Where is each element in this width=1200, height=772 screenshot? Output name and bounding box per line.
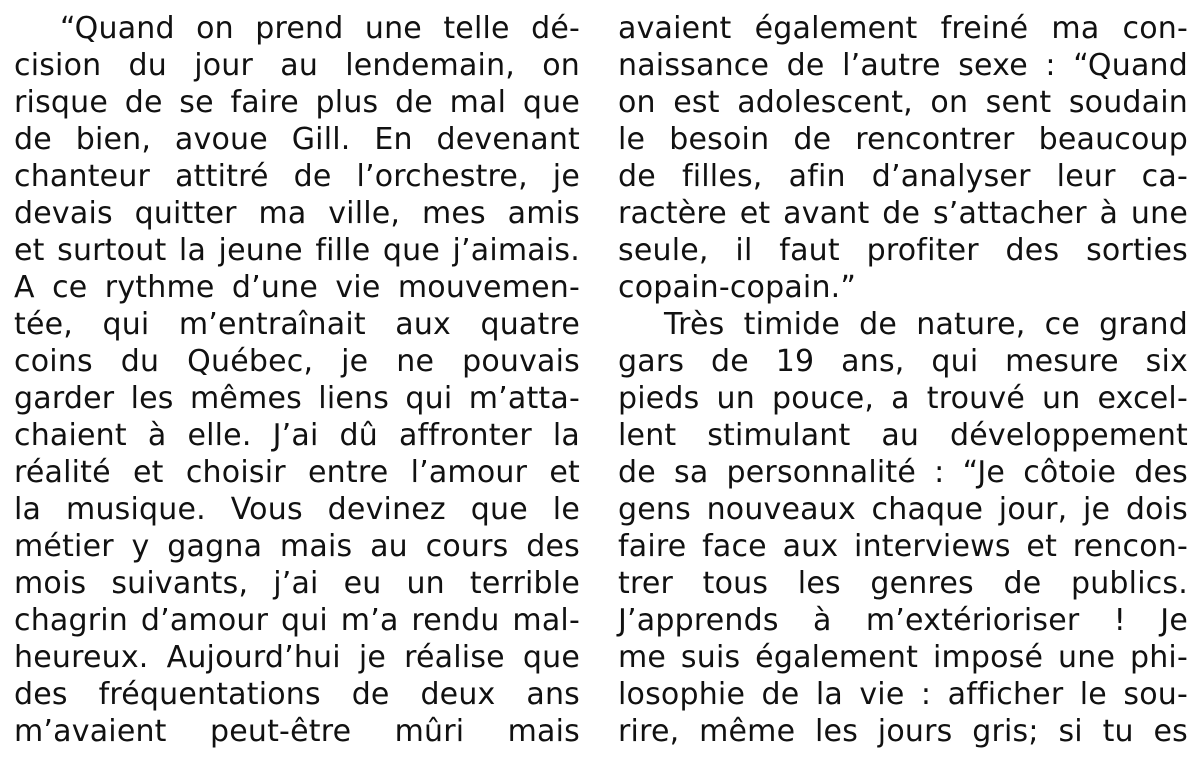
text-line: le besoin de rencontrer beaucoup [618,122,1188,157]
text-line: de sa personnalité : “Je côtoie des [618,455,1188,490]
text-line: cision du jour au lendemain, on [14,48,580,83]
text-line: faire face aux interviews et rencon- [618,529,1188,564]
text-line: tée, qui m’entraînait aux quatre [14,307,580,342]
text-line: copain-copain.” [618,270,857,305]
text-line: me suis également imposé une phi- [618,640,1188,675]
text-line: mois suivants, j’ai eu un terrible [14,566,580,601]
text-line: J’apprends à m’extérioriser ! Je [618,603,1188,638]
text-line: lent stimulant au développement [618,418,1188,453]
text-line: naissance de l’autre sexe : “Quand [618,48,1188,83]
text-line: A ce rythme d’une vie mouvemen- [14,270,580,305]
text-line: avaient également freiné ma con- [618,11,1188,46]
text-line: chaient à elle. J’ai dû affronter la [14,418,580,453]
text-line: “Quand on prend une telle dé- [60,11,580,46]
text-line: gens nouveaux chaque jour, je dois [618,492,1188,527]
text-line: de filles, afin d’analyser leur ca- [618,159,1188,194]
text-line: gars de 19 ans, qui mesure six [618,344,1188,379]
text-line: réalité et choisir entre l’amour et [14,455,580,490]
text-line: garder les mêmes liens qui m’atta- [14,381,580,416]
text-line: pieds un pouce, a trouvé un excel- [618,381,1188,416]
text-line: seule, il faut profiter des sorties [618,233,1188,268]
text-line: Très timide de nature, ce grand [664,307,1188,342]
text-line: ractère et avant de s’attacher à une [618,196,1188,231]
text-line: des fréquentations de deux ans [14,677,580,712]
text-line: chagrin d’amour qui m’a rendu mal- [14,603,580,638]
text-line: m’avaient peut-être mûri mais [14,714,580,749]
text-line: heureux. Aujourd’hui je réalise que [14,640,580,675]
text-line: trer tous les genres de publics. [618,566,1188,601]
text-line: coins du Québec, je ne pouvais [14,344,580,379]
text-line: métier y gagna mais au cours des [14,529,580,564]
text-line: devais quitter ma ville, mes amis [14,196,580,231]
text-line: de bien, avoue Gill. En devenant [14,122,580,157]
text-line: rire, même les jours gris; si tu es [618,714,1188,749]
text-line: losophie de la vie : afficher le sou- [618,677,1188,712]
text-line: on est adolescent, on sent soudain [618,85,1188,120]
text-line: la musique. Vous devinez que le [14,492,580,527]
text-line: risque de se faire plus de mal que [14,85,580,120]
text-line: chanteur attitré de l’orchestre, je [14,159,580,194]
text-line: et surtout la jeune fille que j’aimais. [14,233,580,268]
